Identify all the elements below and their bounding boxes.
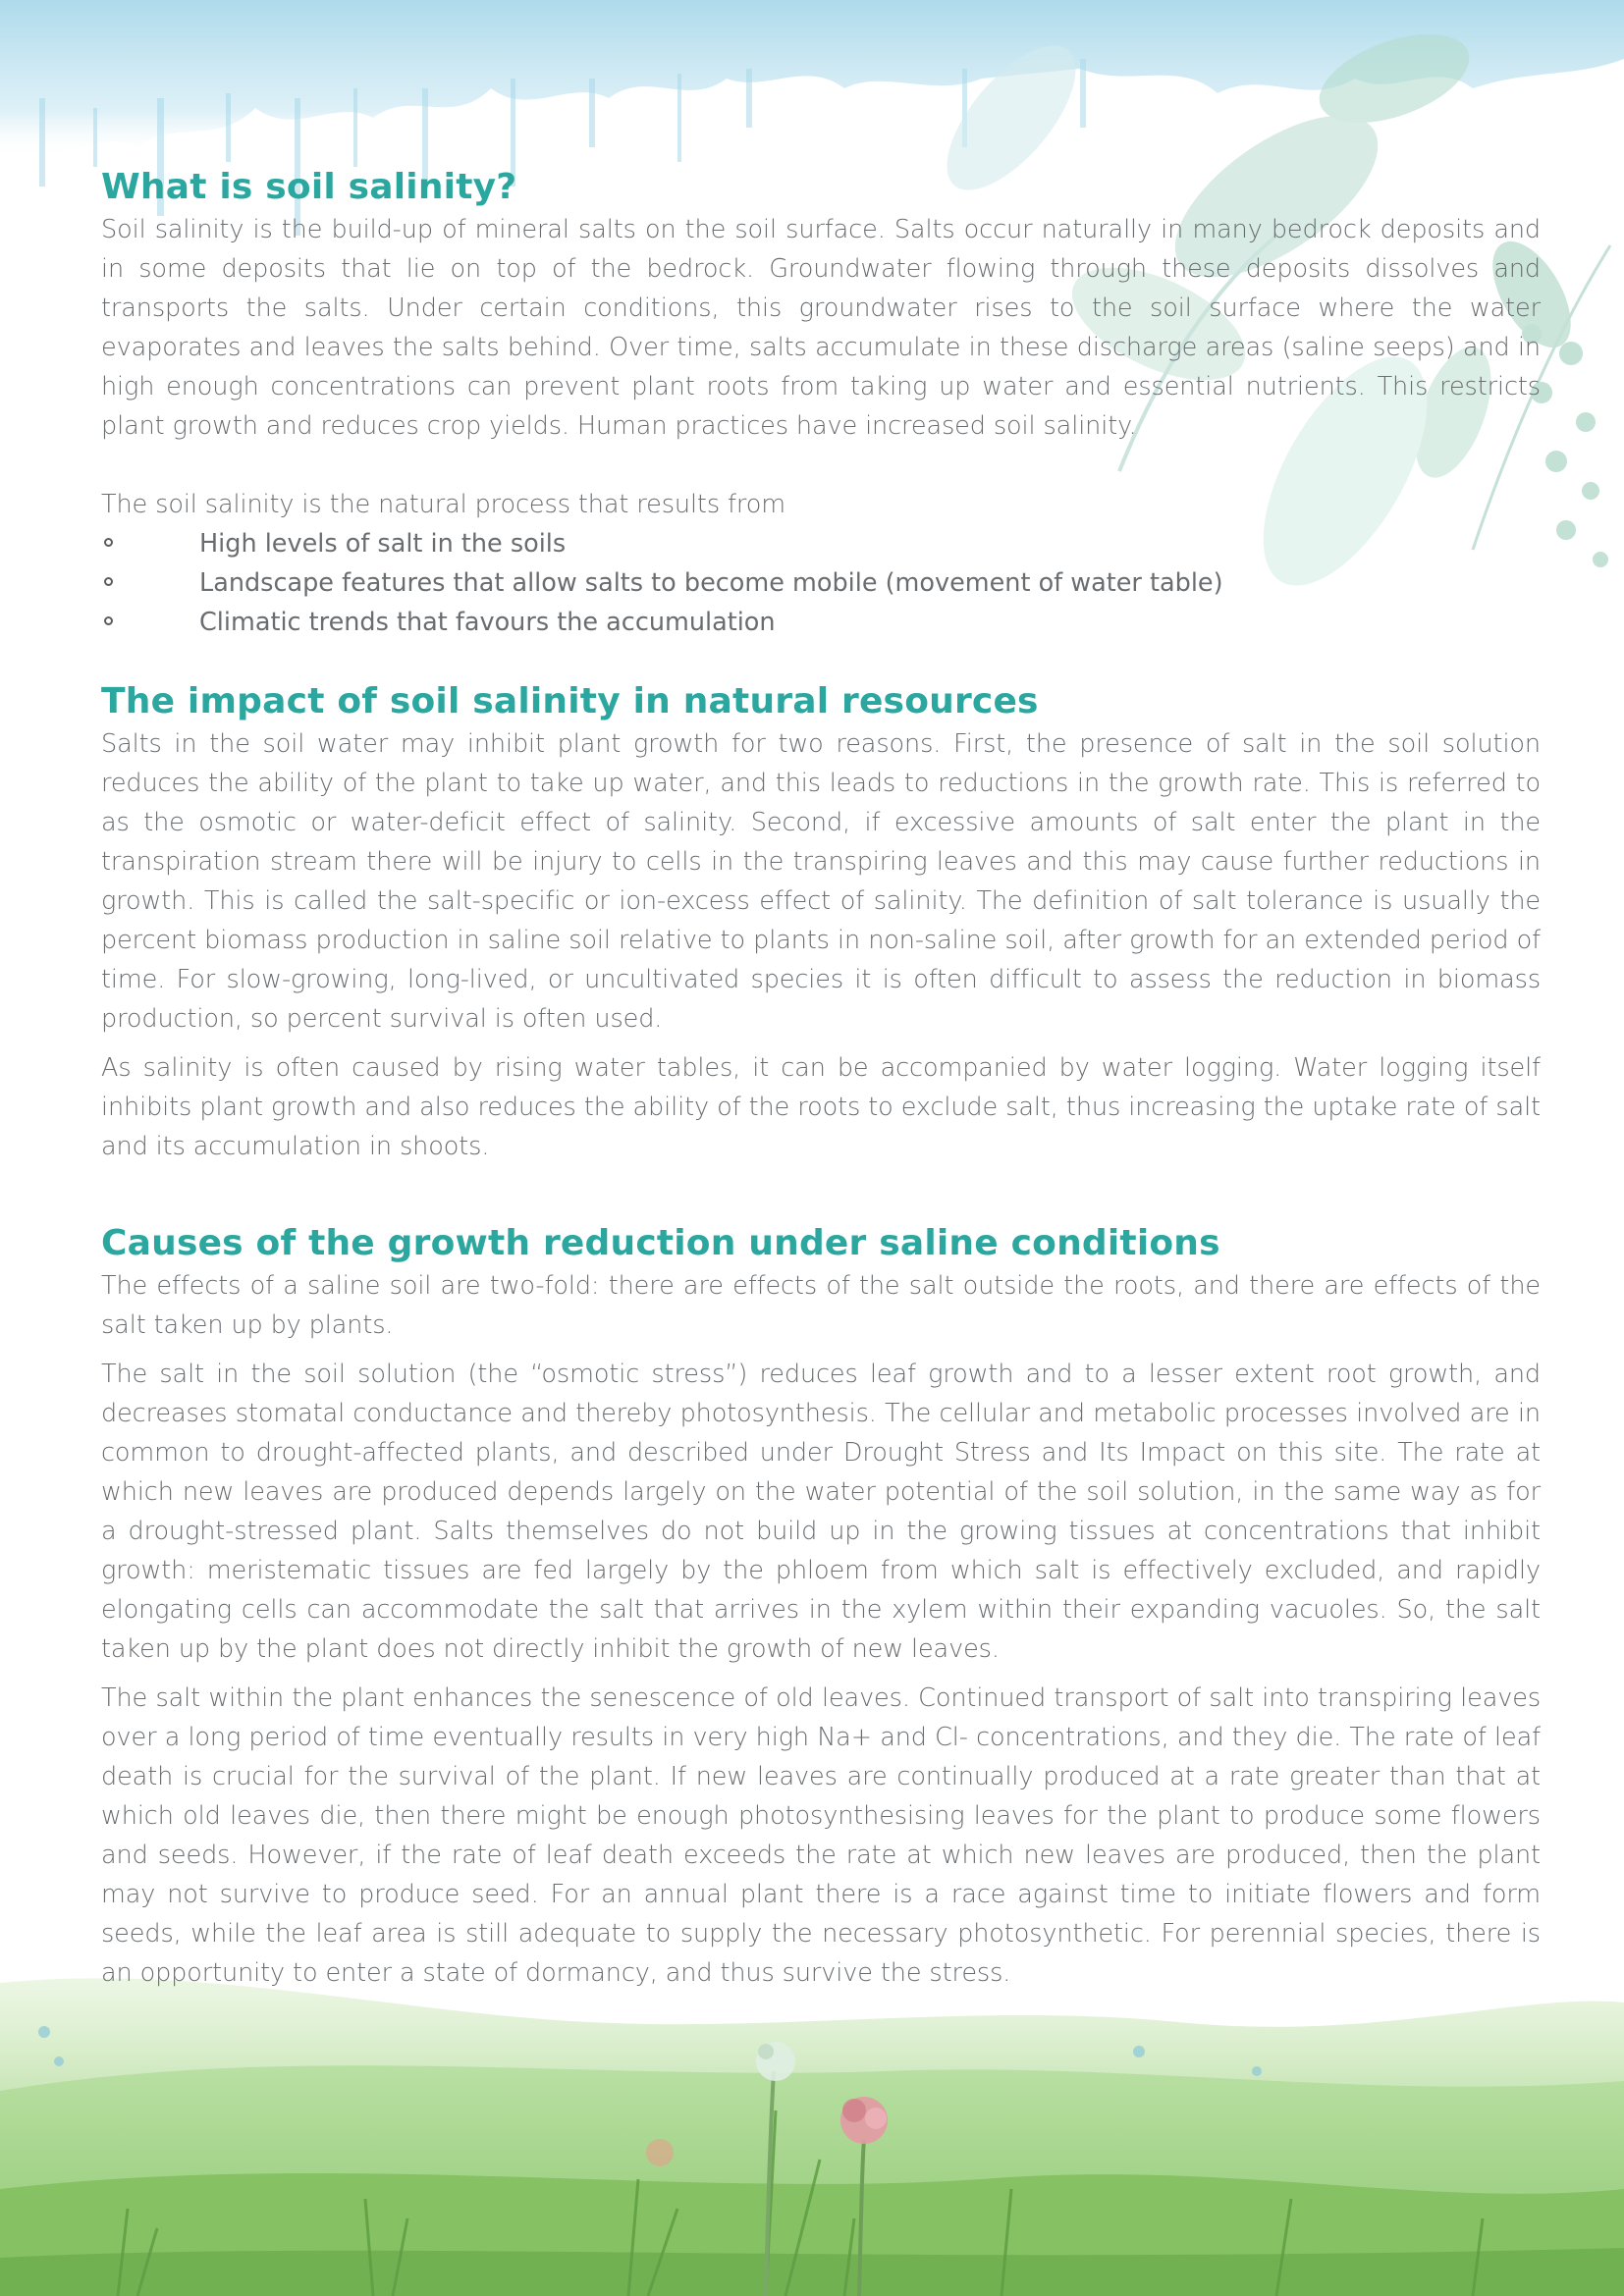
meadow-bottom	[0, 1978, 1624, 2296]
heading-what-is-soil-salinity: What is soil salinity?	[101, 167, 517, 207]
paragraph-causes-1: The effects of a saline soil are two-fold: there are effects of the salt outside the roots, and there are effects of the salt taken up by plants.	[101, 1271, 1541, 1340]
paragraph-causes-3: The salt within the plant enhances the senescence of old leaves. Continued transport of salt into transpiring leaves over a long period of time eventually results in very high Na+ and Cl- concentrations, and they die. The rate of leaf death is crucial for the survival of the plant. If new leaves are continually produced at a rate greater than that at which old leaves die, then there might be enough photosynthesising leaves for the plant to produce some flowers and seeds. However, if the rate of leaf death exceeds the rate at which new leaves are produced, then the plant may not survive to produce seed. For an annual plant there is a race against time to initiate flowers and form seeds, while the leaf area is still adequate to supply the necessary photosynthetic. For perennial species, there is an opportunity to enter a state of dormancy, and thus survive the stress.	[101, 1683, 1541, 1988]
paragraph-impact-2: As salinity is often caused by rising water tables, it can be accompanied by water logging. Water logging itself inhibits plant growth and also reduces the ability of the roots to exclude salt, thus increasing the uptake rate of salt and its accumulation in shoots.	[101, 1053, 1541, 1161]
bullet-icon	[104, 616, 113, 625]
salinity-causes-list	[101, 524, 1541, 642]
bullet-icon	[104, 538, 113, 547]
paragraph-impact-1: Salts in the soil water may inhibit plant growth for two reasons. First, the presence of salt in the soil solution reduces the ability of the plant to take up water, and this leads to reductions in the growth rate. This is referred to as the osmotic or water-deficit effect of salinity. Second, if excessive amounts of salt enter the plant in the transpiration stream there will be injury to cells in the transpiring leaves and this may cause further reductions in growth. This is called the salt-specific or ion-excess effect of salinity. The definition of salt tolerance is usually the percent biomass production in saline soil relative to plants in non-saline soil, after growth for an extended period of time. For slow-growing, long-lived, or uncultivated species it is often difficult to assess the reduction in biomass production, so percent survival is often used.	[101, 729, 1541, 1034]
list-item: High levels of salt in the soils	[101, 524, 1541, 563]
page-content	[101, 165, 1541, 1993]
paragraph-soil-salinity-definition: Soil salinity is the build-up of mineral salts on the soil surface. Salts occur naturally in many bedrock deposits and in some deposits that lie on top of the bedrock. Groundwater flowing through these deposits dissolves and transports the salts. Under certain conditions, this groundwater rises to the soil surface where the water evaporates and leaves the salts behind. Over time, salts accumulate in these discharge areas (saline seeps) and in high enough concentrations can prevent plant roots from taking up water and essential nutrients. This restricts plant growth and reduces crop yields. Human practices have increased soil salinity.	[101, 215, 1541, 441]
white-flower	[756, 2042, 795, 2081]
dry-flower	[646, 2139, 674, 2166]
heading-impact-of-soil-salinity: The impact of soil salinity in natural resources	[101, 681, 1039, 721]
heading-causes-of-growth-reduction: Causes of the growth reduction under saline conditions	[101, 1223, 1220, 1263]
bullet-icon	[104, 577, 113, 586]
paragraph-causes-2: The salt in the soil solution (the “osmotic stress”) reduces leaf growth and to a lesser extent root growth, and decreases stomatal conductance and thereby photosynthesis. The cellular and metabolic processes involved are in common to drought-affected plants, and described under Drought Stress and Its Impact on this site. The rate at which new leaves are produced depends largely on the water potential of the soil solution, in the same way as for a drought-stressed plant. Salts themselves do not build up in the growing tissues at concentrations that inhibit growth: meristematic tissues are fed largely by the phloem from which salt is effectively excluded, and rapidly elongating cells can accommodate the salt that arrives in the xylem within their expanding vacuoles. So, the salt taken up by the plant does not directly inhibit the growth of new leaves.	[101, 1360, 1541, 1664]
list-item: Landscape features that allow salts to become mobile (movement of water table)	[101, 563, 1541, 603]
list-item: Climatic trends that favours the accumulation	[101, 603, 1541, 642]
list-intro: The soil salinity is the natural process that results from	[101, 490, 785, 519]
